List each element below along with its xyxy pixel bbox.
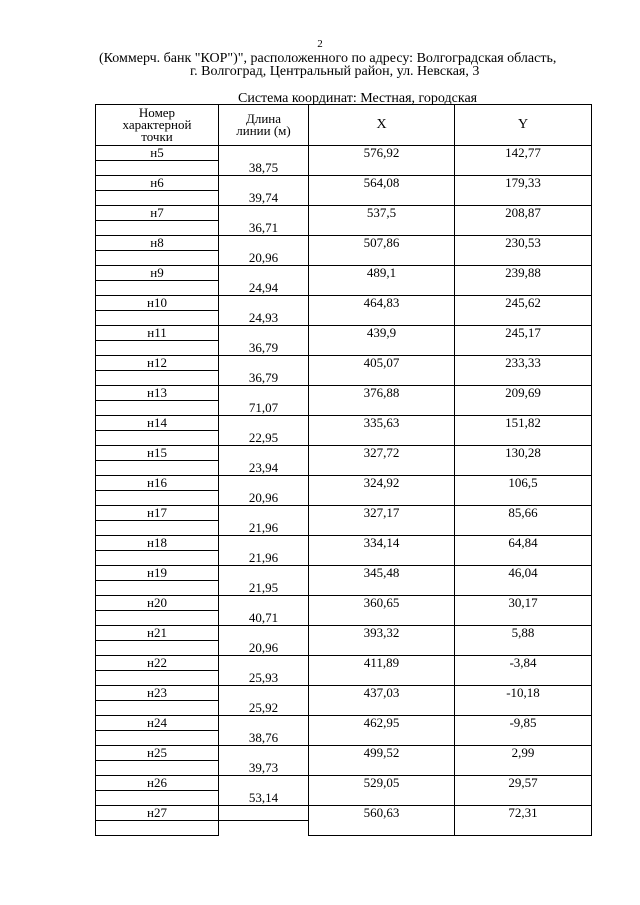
point-spacer xyxy=(96,671,219,686)
column-header-point: Номер характерной точки xyxy=(96,105,219,146)
coordinates-table-body xyxy=(96,146,592,836)
line-length: 36,71 xyxy=(219,206,309,236)
point-number: н15 xyxy=(96,446,219,461)
point-spacer xyxy=(96,581,219,596)
coordinate-x: 499,52 xyxy=(309,746,455,776)
coordinate-y: 142,77 xyxy=(455,146,592,176)
line-length: 25,93 xyxy=(219,656,309,686)
coordinate-x: 335,63 xyxy=(309,416,455,446)
coordinate-system-label: Система координат: Местная, городская xyxy=(238,91,478,106)
line-length: 20,96 xyxy=(219,476,309,506)
point-number: н7 xyxy=(96,206,219,221)
point-number: н13 xyxy=(96,386,219,401)
line-length: 39,74 xyxy=(219,176,309,206)
coordinate-y: -3,84 xyxy=(455,656,592,686)
coordinate-x: 411,89 xyxy=(309,656,455,686)
coordinate-y: 239,88 xyxy=(455,266,592,296)
coordinate-x: 345,48 xyxy=(309,566,455,596)
coordinate-x: 327,72 xyxy=(309,446,455,476)
coordinate-x: 560,63 xyxy=(309,806,455,836)
coordinate-x: 327,17 xyxy=(309,506,455,536)
coordinate-y: 106,5 xyxy=(455,476,592,506)
point-number: н27 xyxy=(96,806,219,821)
coordinate-x: 489,1 xyxy=(309,266,455,296)
point-number: н9 xyxy=(96,266,219,281)
point-number: н24 xyxy=(96,716,219,731)
point-spacer xyxy=(96,281,219,296)
line-length: 21,95 xyxy=(219,566,309,596)
line-length: 39,73 xyxy=(219,746,309,776)
coordinate-x: 376,88 xyxy=(309,386,455,416)
point-number: н18 xyxy=(96,536,219,551)
point-spacer xyxy=(96,251,219,266)
point-spacer xyxy=(96,431,219,446)
coordinate-y: 46,04 xyxy=(455,566,592,596)
line-length: 23,94 xyxy=(219,446,309,476)
point-spacer xyxy=(96,641,219,656)
point-number: н11 xyxy=(96,326,219,341)
coordinate-y: 130,28 xyxy=(455,446,592,476)
coordinates-table xyxy=(95,104,592,836)
point-spacer xyxy=(96,821,219,836)
point-number: н8 xyxy=(96,236,219,251)
line-length: 71,07 xyxy=(219,386,309,416)
coordinate-y: 208,87 xyxy=(455,206,592,236)
coordinate-x: 464,83 xyxy=(309,296,455,326)
coordinate-x: 537,5 xyxy=(309,206,455,236)
coordinate-x: 529,05 xyxy=(309,776,455,806)
coordinate-y: 2,99 xyxy=(455,746,592,776)
line-length-empty xyxy=(219,806,309,821)
line-length: 21,96 xyxy=(219,506,309,536)
coordinate-y: 30,17 xyxy=(455,596,592,626)
line-length: 38,75 xyxy=(219,146,309,176)
point-number: н5 xyxy=(96,146,219,161)
coordinate-x: 462,95 xyxy=(309,716,455,746)
coordinate-y: 179,33 xyxy=(455,176,592,206)
line-length: 53,14 xyxy=(219,776,309,806)
line-length: 21,96 xyxy=(219,536,309,566)
coordinate-y: -9,85 xyxy=(455,716,592,746)
point-spacer xyxy=(96,761,219,776)
point-spacer xyxy=(96,551,219,566)
coordinate-x: 439,9 xyxy=(309,326,455,356)
line-length: 25,92 xyxy=(219,686,309,716)
point-number: н25 xyxy=(96,746,219,761)
coordinate-x: 507,86 xyxy=(309,236,455,266)
header-line-1: (Коммерч. банк "КОР")", расположенного по адресу: Волгоградская область, xyxy=(99,51,557,66)
point-spacer xyxy=(96,161,219,176)
column-header-y: Y xyxy=(455,105,592,146)
coordinate-y: 85,66 xyxy=(455,506,592,536)
line-length: 38,76 xyxy=(219,716,309,746)
header-line-2: г. Волгоград, Центральный район, ул. Невская, 3 xyxy=(190,64,480,79)
point-spacer xyxy=(96,371,219,386)
line-length: 36,79 xyxy=(219,356,309,386)
coordinate-y: -10,18 xyxy=(455,686,592,716)
point-number: н22 xyxy=(96,656,219,671)
point-spacer xyxy=(96,791,219,806)
coordinate-y: 230,53 xyxy=(455,236,592,266)
column-header-x: X xyxy=(309,105,455,146)
coordinate-x: 576,92 xyxy=(309,146,455,176)
point-spacer xyxy=(96,221,219,236)
line-length: 40,71 xyxy=(219,596,309,626)
point-number: н26 xyxy=(96,776,219,791)
line-length: 20,96 xyxy=(219,626,309,656)
point-number: н21 xyxy=(96,626,219,641)
coordinate-x: 437,03 xyxy=(309,686,455,716)
column-header-length: Длина линии (м) xyxy=(219,105,309,146)
coordinate-y: 5,88 xyxy=(455,626,592,656)
line-length: 36,79 xyxy=(219,326,309,356)
point-number: н20 xyxy=(96,596,219,611)
point-number: н23 xyxy=(96,686,219,701)
coordinate-y: 245,62 xyxy=(455,296,592,326)
coordinate-x: 393,32 xyxy=(309,626,455,656)
point-number: н17 xyxy=(96,506,219,521)
line-length: 24,93 xyxy=(219,296,309,326)
point-number: н6 xyxy=(96,176,219,191)
point-spacer xyxy=(96,311,219,326)
point-spacer xyxy=(96,401,219,416)
coordinate-y: 64,84 xyxy=(455,536,592,566)
point-spacer xyxy=(96,491,219,506)
point-spacer xyxy=(96,341,219,356)
coordinate-x: 360,65 xyxy=(309,596,455,626)
page-number: 2 xyxy=(317,38,323,50)
coordinate-y: 151,82 xyxy=(455,416,592,446)
coordinate-x: 564,08 xyxy=(309,176,455,206)
line-length: 20,96 xyxy=(219,236,309,266)
point-number: н16 xyxy=(96,476,219,491)
coordinate-x: 334,14 xyxy=(309,536,455,566)
coordinate-y: 245,17 xyxy=(455,326,592,356)
point-number: н12 xyxy=(96,356,219,371)
coordinate-x: 405,07 xyxy=(309,356,455,386)
coordinate-y: 29,57 xyxy=(455,776,592,806)
coordinate-y: 72,31 xyxy=(455,806,592,836)
point-spacer xyxy=(96,731,219,746)
line-length: 24,94 xyxy=(219,266,309,296)
line-length: 22,95 xyxy=(219,416,309,446)
point-spacer xyxy=(96,191,219,206)
point-spacer xyxy=(96,701,219,716)
point-spacer xyxy=(96,611,219,626)
coordinate-x: 324,92 xyxy=(309,476,455,506)
point-spacer xyxy=(96,521,219,536)
coordinate-y: 209,69 xyxy=(455,386,592,416)
point-spacer xyxy=(96,461,219,476)
point-number: н14 xyxy=(96,416,219,431)
point-number: н19 xyxy=(96,566,219,581)
point-number: н10 xyxy=(96,296,219,311)
coordinate-y: 233,33 xyxy=(455,356,592,386)
